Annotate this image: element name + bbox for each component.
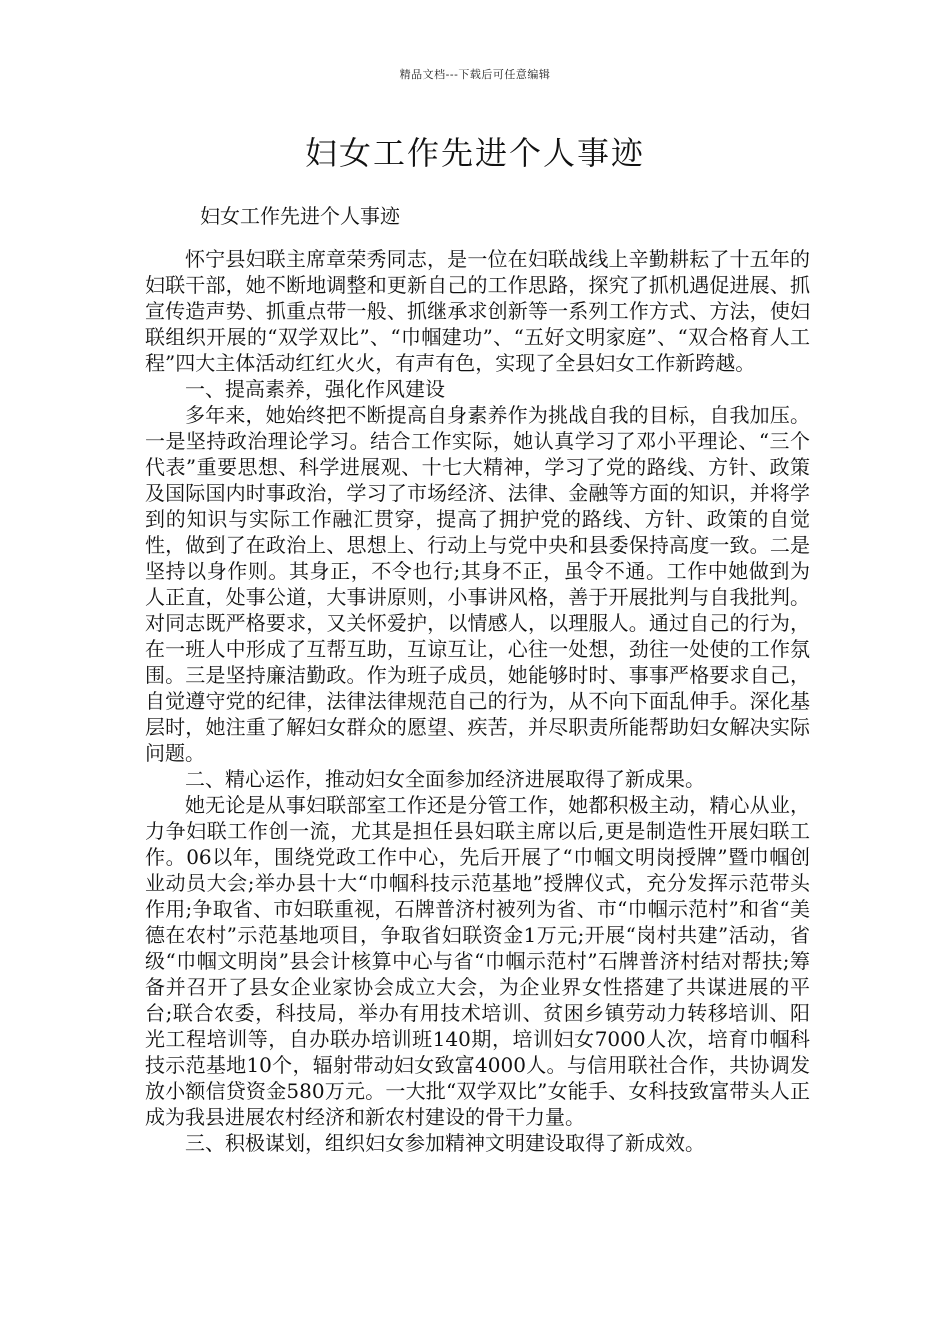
section-heading-1: 一、提高素养，强化作风建设: [185, 377, 445, 401]
section-heading-3: 三、积极谋划，组织妇女参加精神文明建设取得了新成效。: [185, 1131, 705, 1155]
section-heading-2: 二、精心运作，推动妇女全面参加经济进展取得了新成果。: [185, 767, 705, 791]
paragraph-section-2: 她无论是从事妇联部室工作还是分管工作，她都积极主动，精心从业，力争妇联工作创一流，尤其是担任县妇联主席以后,更是制造性开展妇联工作。06以年，围绕党政工作中心，先后开展了“巾帼文明岗授牌”暨巾帼创业动员大会;举办县十大“巾帼科技示范基地”授牌仪式，充分发挥示范带头作用;争取省、市妇联重视，石牌普济村被列为省、市“巾帼示范村”和省“美德在农村”示范基地项目，争取省妇联资金1万元;开展“岗村共建”活动，省级“巾帼文明岗”县会计核算中心与省“巾帼示范村”石牌普济村结对帮扶;筹备并召开了县女企业家协会成立大会，为企业界女性搭建了共谋进展的平台;联合农委，科技局，举办有用技术培训、贫困乡镇劳动力转移培训、阳光工程培训等，自办联办培训班140期，培训妇女7000人次，培育巾帼科技示范基地10个，辐射带动妇女致富4000人。与信用联社合作，共协调发放小额信贷资金580万元。一大批“双学双比”女能手、女科技致富带头人正成为我县进展农村经济和新农村建设的骨干力量。: [145, 793, 810, 1129]
document-body: [145, 246, 810, 1156]
document-subtitle: 妇女工作先进个人事迹: [200, 204, 400, 228]
paragraph-section-1: 多年来，她始终把不断提高自身素养作为挑战自我的目标，自我加压。一是坚持政治理论学习。结合工作实际，她认真学习了邓小平理论、“三个代表”重要思想、科学进展观、十七大精神，学习了党的路线、方针、政策及国际国内时事政治，学习了市场经济、法律、金融等方面的知识，并将学到的知识与实际工作融汇贯穿，提高了拥护党的路线、方针、政策的自觉性，做到了在政治上、思想上、行动上与党中央和县委保持高度一致。二是坚持以身作则。其身正，不令也行;其身不正，虽令不通。工作中她做到为人正直，处事公道，大事讲原则，小事讲风格，善于开展批判与自我批判。对同志既严格要求，又关怀爱护，以情感人，以理服人。通过自己的行为，在一班人中形成了互帮互助，互谅互让，心往一处想，劲往一处使的工作氛围。三是坚持廉洁勤政。作为班子成员，她能够时时、事事严格要求自己，自觉遵守党的纪律，法律法律规范自己的行为，从不向下面乱伸手。深化基层时，她注重了解妇女群众的愿望、疾苦，并尽职责所能帮助妇女解决实际问题。: [145, 403, 810, 765]
document-title: 妇女工作先进个人事迹: [304, 134, 645, 172]
paragraph-intro: 怀宁县妇联主席章荣秀同志，是一位在妇联战线上辛勤耕耘了十五年的妇联干部，她不断地调整和更新自己的工作思路，探究了抓机遇促进展、抓宣传造声势、抓重点带一般、抓继承求创新等一系列工作方式、方法，使妇联组织开展的“双学双比”、“巾帼建功”、“五好文明家庭”、“双合格育人工程”四大主体活动红红火火，有声有色，实现了全县妇女工作新跨越。: [145, 247, 810, 375]
header-note: 精品文档---下载后可任意编辑: [399, 68, 551, 81]
